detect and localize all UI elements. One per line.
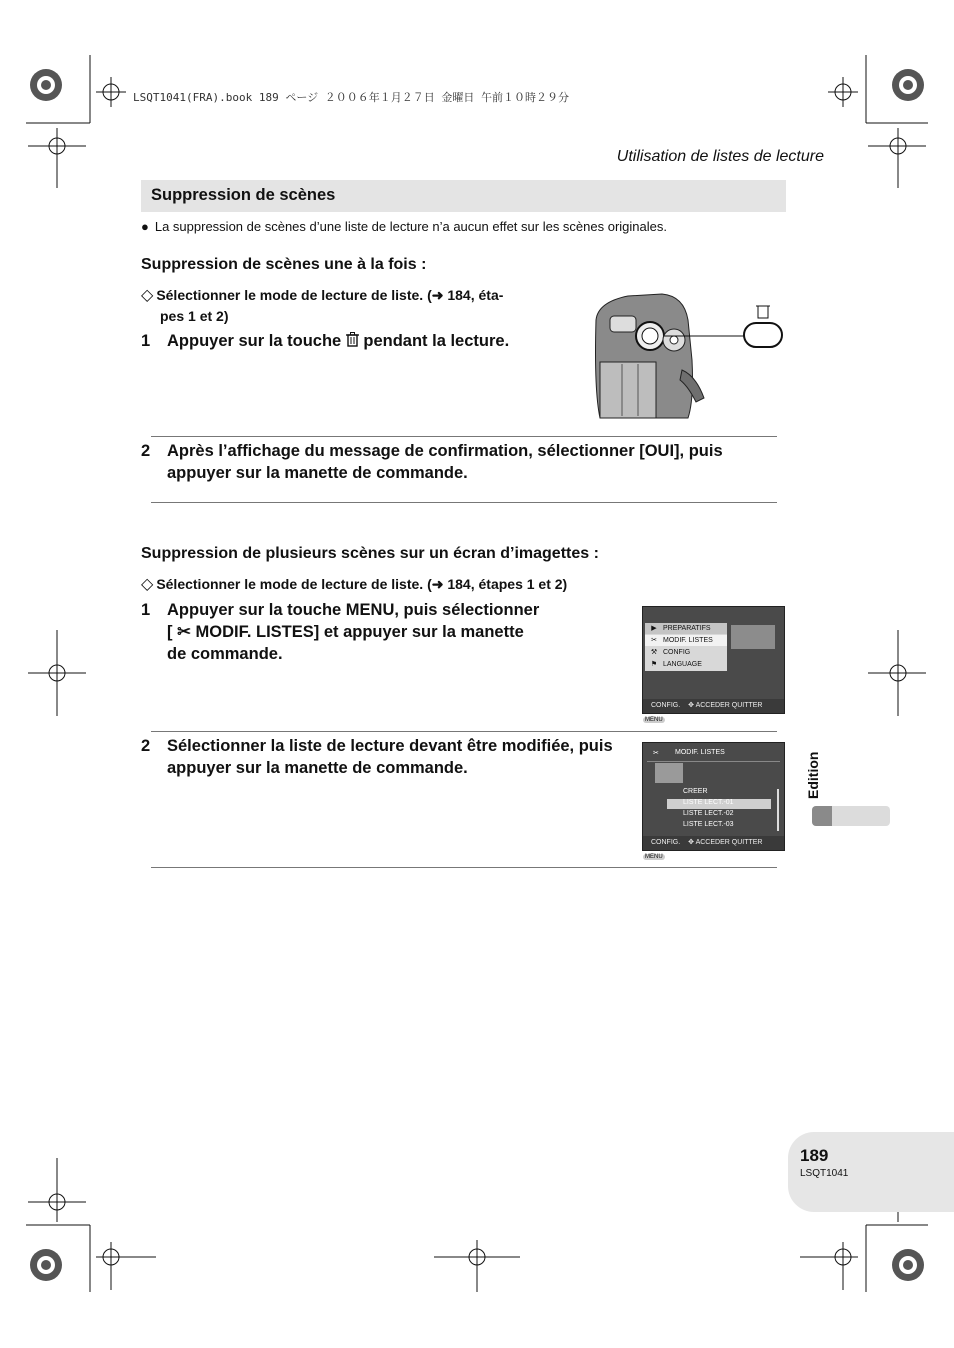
menu-item[interactable]: ⚒ CONFIG — [645, 647, 727, 658]
list-screen-title: MODIF. LISTES — [675, 749, 725, 756]
list-item[interactable]: LISTE LECT.-03 — [683, 821, 734, 828]
step-number: 2 — [141, 442, 151, 460]
part1-step1 — [141, 330, 581, 352]
section-title: Suppression de scènes — [151, 186, 336, 204]
page-number: 189 — [800, 1146, 829, 1165]
list-item[interactable]: LISTE LECT.-02 — [683, 810, 734, 817]
divider — [151, 502, 777, 503]
step-number: 1 — [141, 332, 151, 350]
running-title: Utilisation de listes de lecture — [616, 148, 824, 165]
trash-icon — [346, 332, 359, 347]
camcorder-illustration — [592, 290, 786, 420]
menu-footer: CONFIG. ✥ ACCEDER QUITTER MENU — [643, 699, 784, 713]
part1-prereq-line1: Sélectionner le mode de lecture de liste. (➜ 184, éta- — [156, 287, 504, 303]
registration-mark-bottom-left — [26, 1158, 156, 1292]
step1-line3: de commande. — [167, 645, 283, 663]
part1-heading: Suppression de scènes une à la fois : — [141, 256, 427, 273]
step2-text: Après l’affichage du message de confirmation, sélectionner [OUI], puis appuyer sur la manette de commande. — [167, 442, 723, 482]
part1-step2 — [141, 440, 786, 484]
joystick-icon: ✥ — [688, 702, 694, 709]
part2-heading: Suppression de plusieurs scènes sur un écran d’imagettes : — [141, 545, 599, 562]
part2-prereq-text: Sélectionner le mode de lecture de liste. (➜ 184, étapes 1 et 2) — [156, 576, 568, 592]
menu-screen — [642, 606, 785, 723]
divider — [151, 867, 777, 868]
diamond-icon: ◇ — [141, 576, 154, 593]
divider — [151, 436, 777, 437]
step2-text: Sélectionner la liste de lecture devant être modifiée, puis appuyer sur la manette de commande. — [167, 737, 613, 777]
menu-item[interactable]: ⚑ LANGUAGE — [645, 659, 727, 670]
part2-step1 — [141, 599, 611, 665]
note-text: La suppression de scènes d’une liste de lecture n’a aucun effet sur les scènes originales. — [154, 219, 667, 234]
thumbnail — [655, 763, 683, 783]
print-header: LSQT1041(FRA).book 189 ページ ２００６年１月２７日 金曜日 午前１０時２９分 — [133, 91, 569, 104]
step1-line2-prefix: [ — [167, 623, 178, 641]
side-tab-label: Edition — [805, 751, 821, 799]
list-item[interactable]: LISTE LECT.-01 — [683, 799, 734, 806]
tools-icon: ⚒ — [650, 649, 658, 656]
scissors-icon: ✂ — [177, 623, 191, 641]
step-number: 1 — [141, 601, 151, 619]
divider — [647, 761, 780, 762]
scissors-icon: ✂ — [651, 637, 657, 644]
step1-line2: MODIF. LISTES] et appuyer sur la manette — [190, 623, 524, 641]
part1-prereq — [141, 285, 503, 327]
divider — [151, 731, 777, 732]
language-icon: ⚑ — [650, 661, 658, 668]
diamond-icon: ◇ — [141, 287, 154, 304]
side-tab-marker — [812, 806, 832, 826]
step1-line1: Appuyer sur la touche MENU, puis sélectionner — [167, 601, 540, 619]
part2-step2 — [141, 735, 631, 779]
registration-mark-top-left — [26, 55, 126, 188]
step1-text-before: Appuyer sur la touche — [167, 332, 346, 350]
list-item[interactable]: CREER — [683, 788, 708, 795]
menu-item[interactable]: ✂ MODIF. LISTES — [645, 635, 727, 646]
play-icon: ▶ — [651, 625, 657, 632]
step-number: 2 — [141, 737, 151, 755]
part2-prereq — [141, 574, 567, 595]
registration-mark-top-right — [828, 55, 928, 188]
joystick-icon: ✥ — [688, 839, 694, 846]
note — [141, 219, 667, 234]
registration-mark-bottom-center — [434, 1240, 520, 1292]
menu-item[interactable]: ▶ PREPARATIFS — [645, 623, 727, 634]
scrollbar[interactable] — [777, 789, 779, 831]
list-footer: CONFIG. ✥ ACCEDER QUITTER MENU — [643, 836, 784, 850]
bullet-icon: ● — [141, 219, 149, 234]
part1-prereq-line2: pes 1 et 2) — [160, 308, 229, 324]
step1-text-after: pendant la lecture. — [358, 332, 510, 350]
thumbnail — [731, 625, 775, 649]
list-screen — [642, 742, 785, 860]
document-code: LSQT1041 — [800, 1168, 849, 1179]
scissors-icon: ✂ — [653, 750, 659, 757]
